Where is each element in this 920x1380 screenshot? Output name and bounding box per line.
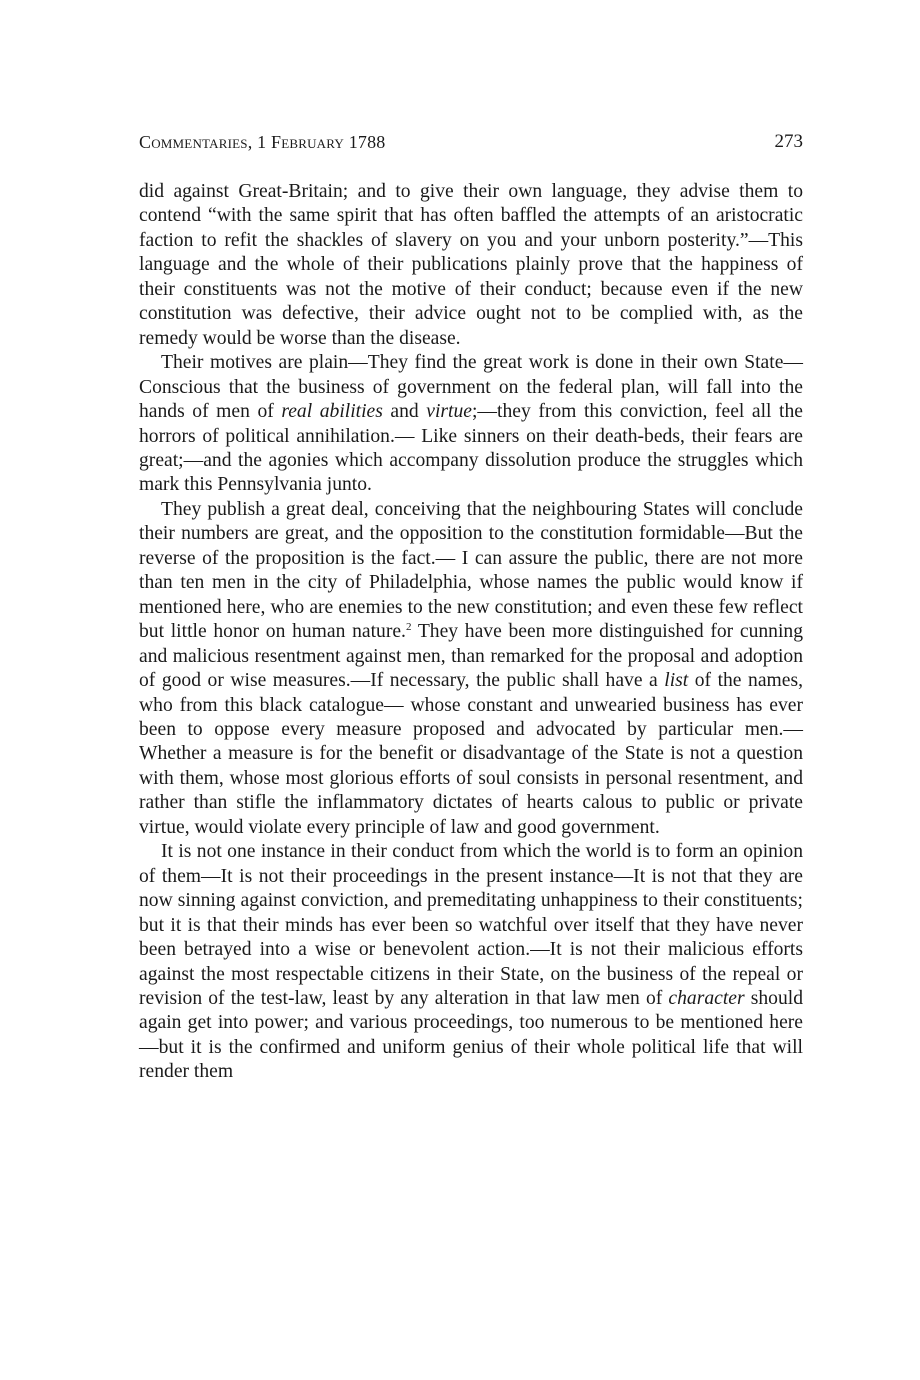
footnote-marker: 2 [405,621,412,634]
paragraph [139,180,803,351]
text-run: They have been more distinguished for cunning and malicious resentment against men, than remarked for the proposal and adoption of good or wise measures.—If necessary, the public shall have a [139,621,804,692]
italic-text: list [664,670,689,692]
page-number: 273 [774,131,803,152]
paragraph [139,351,803,498]
running-head [139,130,803,154]
text-run: did against Great-Britain; and to give their own language, they advise them to contend “with the same spirit that has often baffled the attempts of an aristocratic faction to refit the shackles of slavery on you and your unborn posterity.”—This language and the whole of their publications plainly prove that the happiness of their constituents was not the motive of their conduct; because even if the new constitution was defective, their advice ought not to be complied with, as the remedy would be worse than the disease. [139,181,803,349]
running-title: Commentaries, 1 February 1788 [139,132,386,152]
paragraph [139,498,803,840]
text-run: of the names, who from this black catalogue— whose constant and unwearied business has ever been to oppose every measure proposed and advocated by particular men.—Whether a measure is for the benefit or disadvantage of the State is not a question with them, whose most glorious efforts of soul consists in personal resentment, and rather than stifle the inflammatory dictates of hearts calous to public or private virtue, would violate every principle of law and good government. [139,670,803,838]
italic-text: virtue [426,401,472,423]
text-run: They publish a great deal, conceiving that the neighbouring States will conclude their numbers are great, and the opposition to the constitution formidable—But the reverse of the proposition is the fact.— I can assure the public, there are not more than ten men in the city of Philadelphia, whose names the public would know if mentioned here, who are enemies to the new constitution; and even these few reflect but little honor on human nature. [139,498,803,643]
italic-text: character [668,987,745,1009]
paragraph [139,840,803,1085]
text-run: and [382,401,427,423]
text-run: should again get into power; and various proceedings, too numerous to be mentioned here—but it is the confirmed and uniform genius of their whole political life that will render them [139,987,803,1083]
body-text [139,180,803,1085]
text-run: Their motives are plain—They find the great work is done in their own State—Conscious that the business of government on the federal plan, will fall into the hands of men of [139,352,803,423]
italic-text: real abilities [281,401,383,423]
text-run: ;—they from this conviction, feel all the horrors of political annihilation.— Like sinners on their death-beds, their fears are great;—and the agonies which accompany dissolution produce the struggles which mark this Pennsylvania junto. [139,401,803,496]
text-run: It is not one instance in their conduct from which the world is to form an opinion of them—It is not their proceedings in the present instance—It is not that they are now sinning against conviction, and premeditating unhappiness to their constituents; but it is that their minds has ever been so watchful over itself that they have never been betrayed into a wise or benevolent action.—It is not their malicious efforts against the most respectable citizens in their State, on the business of the repeal or revision of the test-law, least by any alteration in that law men of [139,841,803,1009]
